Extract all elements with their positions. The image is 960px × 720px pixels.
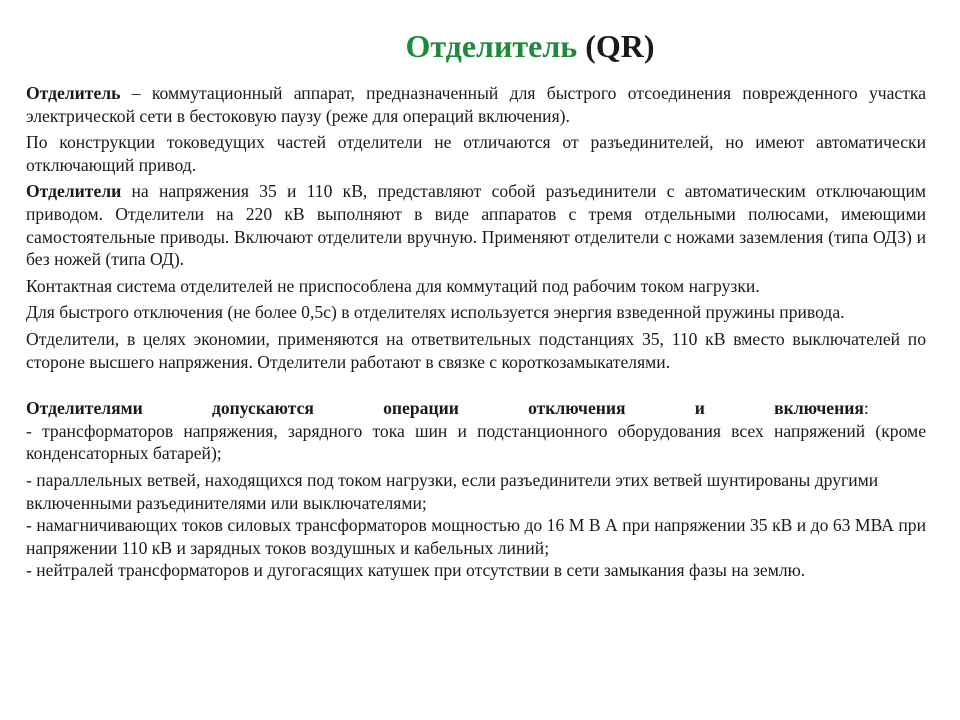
paragraph-voltage [26, 180, 926, 270]
operations-item: - намагничивающих токов силовых трансформаторов мощностью до 16 М В А при напряжении 35 кВ и до 63 МВА при напряжении 110 кВ и зарядных токов воздушных и кабельных линий; [26, 515, 926, 558]
paragraph-construction: По конструкции токоведущих частей отделители не отличаются от разъединителей, но имеют автоматически отключающий привод. [26, 132, 926, 175]
voltage-term: Отделители [26, 181, 122, 202]
operations-heading-word-5: и [694, 398, 705, 419]
definition-term: Отделитель [26, 83, 121, 103]
operations-heading-word-6: включения [774, 398, 864, 419]
title-abbr: (QR) [585, 28, 655, 64]
operations-heading-word-3: операции [383, 398, 459, 419]
operations-item: - параллельных ветвей, находящихся под током нагрузки, если разъединители этих ветвей шунтированы другими включенными разъединителями или выключателями; [26, 469, 879, 513]
voltage-text: на напряжения 35 и 110 кВ, представляют собой разъединители с автоматическим отключающим приводом. Отделители на 220 кВ выполняют в виде аппаратов с тремя отдельными полюсами, имеющими самостоятельные приводы. Включают отделители вручную. Применяют отделители с ножами заземления (типа ОДЗ) и без ножей (типа ОД). [26, 181, 926, 270]
paragraph-economy: Отделители, в целях экономии, применяются на ответвительных подстанциях 35, 110 кВ вместо выключателей по стороне высшего напряжения. Отделители работают в связке с короткозамыкателями. [26, 328, 926, 372]
operations-heading-word-4: отключения [528, 398, 626, 419]
title-term: Отделитель [405, 28, 578, 64]
operations-item: - трансформаторов напряжения, зарядного тока шин и подстанционного оборудования всех напряжений (кроме конденсаторных батарей); [26, 420, 926, 464]
definition-text: – коммутационный аппарат, предназначенный для быстрого отсоединения поврежденного участка электрической сети в бестоковую паузу (реже для операций включения). [26, 83, 926, 126]
paragraph-definition [26, 82, 926, 127]
operations-heading-word-2: допускаются [211, 398, 314, 419]
paragraph-contact-system: Контактная система отделителей не приспособлена для коммутаций под рабочим током нагрузки. [26, 275, 760, 296]
operations-heading-word-1: Отделителями [26, 398, 143, 419]
operations-item: - нейтралей трансформаторов и дугогасящих катушек при отсутствии в сети замыкания фазы на землю. [26, 560, 806, 581]
slide-body [26, 82, 926, 586]
operations-heading-colon: : [863, 398, 869, 419]
paragraph-fast-disconnect: Для быстрого отключения (не более 0,5с) в отделителях используется энергия взведенной пружины привода. [26, 302, 845, 323]
slide-title [0, 24, 960, 68]
operations-heading [26, 397, 926, 420]
